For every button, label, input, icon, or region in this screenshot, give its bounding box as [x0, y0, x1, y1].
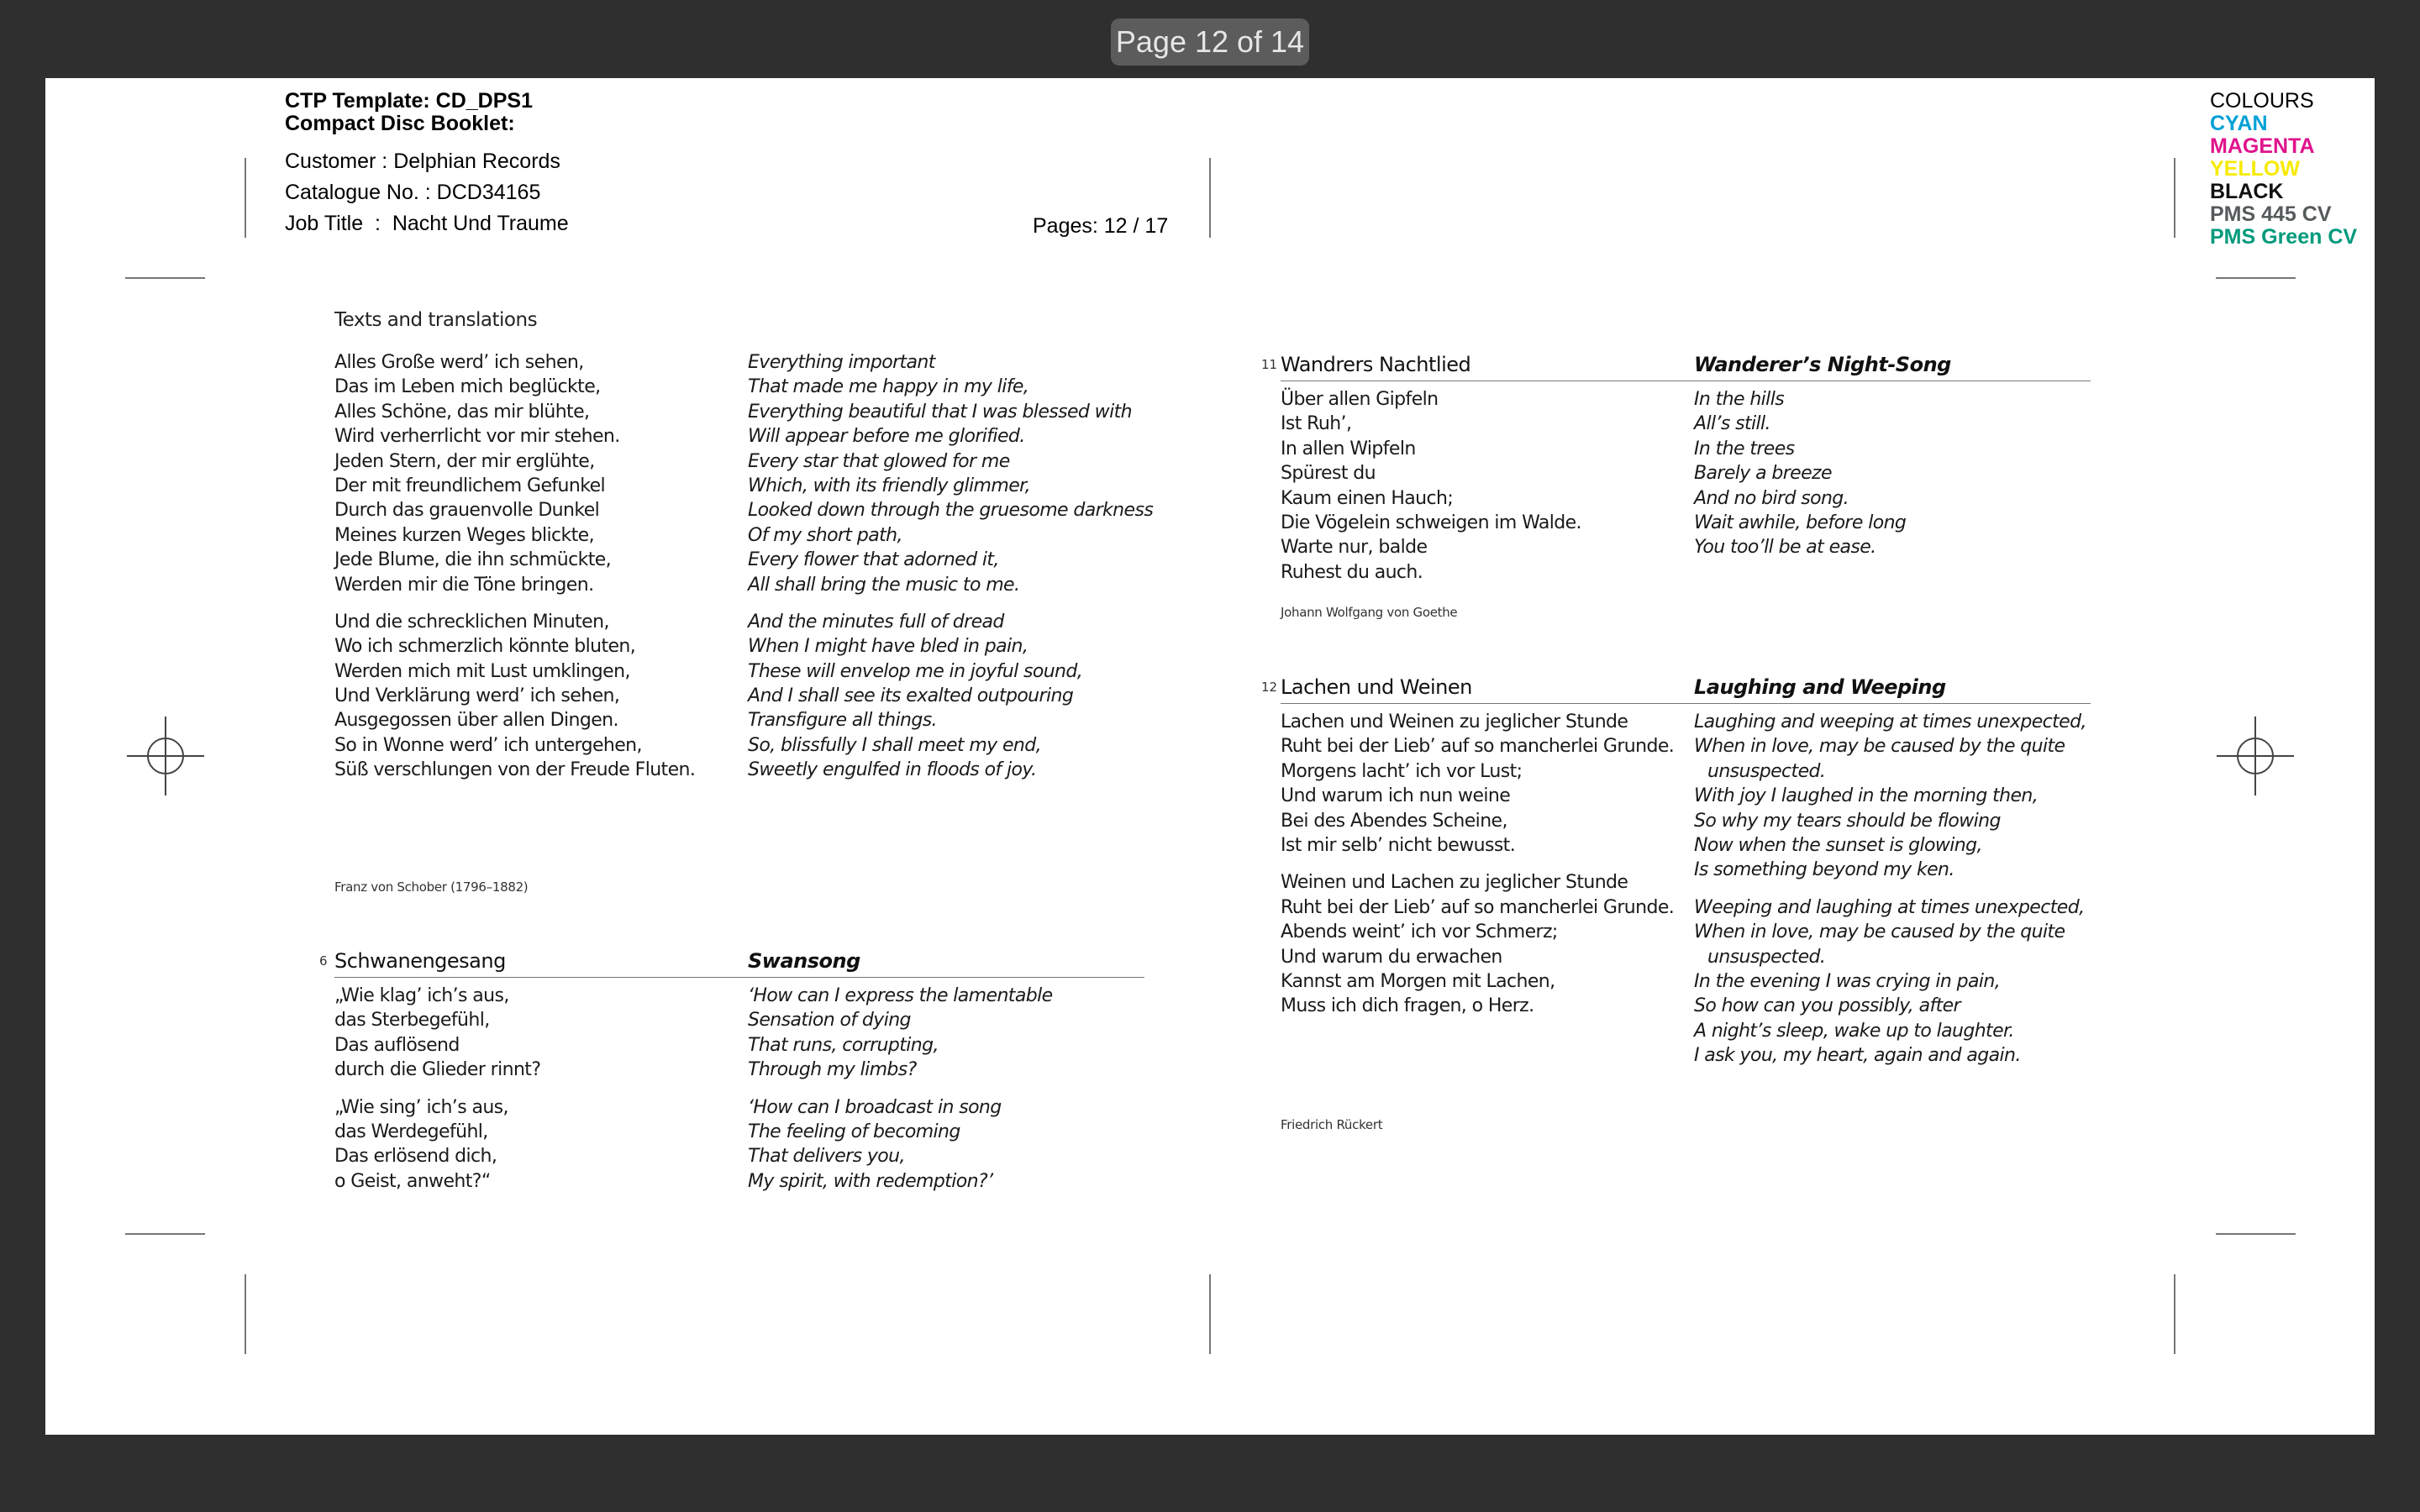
verse-line: „Wie sing’ ich’s aus, — [334, 1096, 508, 1118]
verse-line: All shall bring the music to me. — [748, 574, 1020, 596]
colour-magenta: MAGENTA — [2210, 134, 2315, 158]
verse-line: Spürest du — [1281, 463, 1376, 485]
verse-line: Looked down through the gruesome darkness — [748, 500, 1154, 522]
song12-title-german: Lachen und Weinen — [1281, 675, 1472, 699]
verse-line: Ausgegossen über allen Dingen. — [334, 710, 618, 732]
verse-line: That runs, corrupting, — [748, 1034, 939, 1056]
verse-line: Und Verklärung werd’ ich sehen, — [334, 685, 620, 707]
verse-line: Muss ich dich fragen, o Herz. — [1281, 995, 1534, 1017]
verse-line: Alles Große werd’ ich sehen, — [334, 352, 584, 373]
verse-line: Über allen Gipfeln — [1281, 389, 1439, 410]
booklet-label: Compact Disc Booklet: — [285, 112, 515, 135]
verse-line: You too’ll be at ease. — [1694, 537, 1876, 559]
song12-title-english: Laughing and Weeping — [1694, 675, 1946, 699]
song6-german — [334, 984, 540, 1194]
track-number: 12 — [1261, 680, 1278, 695]
verse-line: Ruht bei der Lieb’ auf so mancherlei Grunde. — [1281, 736, 1675, 758]
verse-line: All’s still. — [1694, 413, 1770, 435]
verse-line: Süß verschlungen von der Freude Fluten. — [334, 759, 696, 781]
fold-mark — [1209, 158, 1211, 238]
verse-line: That made me happy in my life, — [748, 376, 1029, 398]
verse-line: So in Wonne werd’ ich untergehen, — [334, 734, 642, 756]
verse-line: Every star that glowed for me — [748, 450, 1010, 472]
verse-line: Werden mich mit Lust umklingen, — [334, 660, 630, 682]
verse-line: When in love, may be caused by the quite — [1694, 736, 2065, 758]
track-number: 6 — [319, 953, 328, 969]
verse-line: Meines kurzen Weges blickte, — [334, 524, 594, 546]
verse-line: Die Vögelein schweigen im Walde. — [1281, 512, 1581, 533]
verse-line: Morgens lacht’ ich vor Lust; — [1281, 760, 1523, 782]
song11-english — [1694, 387, 1906, 560]
verse-line: So how can you possibly, after — [1694, 995, 1961, 1017]
verse-line: These will envelop me in joyful sound, — [748, 660, 1083, 682]
verse-line: Ruhest du auch. — [1281, 561, 1423, 583]
verse-line: Transfigure all things. — [748, 710, 937, 732]
verse-line: Abends weint’ ich vor Schmerz; — [1281, 921, 1558, 943]
customer-label: Customer : Delphian Records — [285, 150, 560, 173]
pages-label: Pages: 12 / 17 — [1033, 214, 1169, 238]
crop-mark — [2216, 277, 2296, 279]
catalogue-label: Catalogue No. : DCD34165 — [285, 181, 541, 204]
song5-credit: Franz von Schober (1796–1882) — [334, 879, 529, 895]
crop-mark — [2174, 1274, 2175, 1354]
verse-line: Alles Schöne, das mir blühte, — [334, 401, 590, 423]
crop-mark — [2174, 158, 2175, 238]
crop-mark — [2216, 1233, 2296, 1235]
verse-line: das Werdegefühl, — [334, 1121, 488, 1142]
colour-black: BLACK — [2210, 180, 2284, 203]
verse-line: Weinen und Lachen zu jeglicher Stunde — [1281, 872, 1628, 894]
verse-line: Wo ich schmerzlich könnte bluten, — [334, 636, 636, 658]
colour-yellow: YELLOW — [2210, 157, 2300, 181]
document-page — [45, 78, 2375, 1435]
verse-line: Of my short path, — [748, 524, 902, 546]
verse-line: Ist mir selb’ nicht bewusst. — [1281, 834, 1516, 856]
verse-line: I ask you, my heart, again and again. — [1694, 1045, 2021, 1067]
verse-line: Der mit freundlichem Gefunkel — [334, 475, 606, 496]
verse-line: In the trees — [1694, 438, 1795, 459]
colour-pms-green: PMS Green CV — [2210, 225, 2358, 249]
verse-line: And no bird song. — [1694, 487, 1849, 509]
verse-line: Jede Blume, die ihn schmückte, — [334, 549, 612, 571]
verse-line: So, blissfully I shall meet my end, — [748, 734, 1042, 756]
verse-line: Das im Leben mich beglückte, — [334, 376, 601, 398]
verse-line: Kannst am Morgen mit Lachen, — [1281, 970, 1555, 992]
verse-line: Sweetly engulfed in floods of joy. — [748, 759, 1037, 781]
verse-line: That delivers you, — [748, 1146, 905, 1168]
verse-line: Bei des Abendes Scheine, — [1281, 810, 1507, 832]
crop-mark — [245, 158, 246, 238]
song11-title-german: Wandrers Nachtlied — [1281, 353, 1471, 376]
verse-line: Wird verherrlicht vor mir stehen. — [334, 426, 620, 448]
section-intro: Texts and translations — [334, 309, 538, 331]
verse-line: In the evening I was crying in pain, — [1694, 970, 2001, 992]
verse-line: Das auflösend — [334, 1034, 460, 1056]
crop-mark — [125, 277, 205, 279]
verse-line: Warte nur, balde — [1281, 537, 1428, 559]
verse-line: And I shall see its exalted outpouring — [748, 685, 1074, 707]
song11-credit: Johann Wolfgang von Goethe — [1281, 605, 1458, 620]
song5-german — [334, 350, 695, 783]
verse-line: Everything beautiful that I was blessed with — [748, 401, 1132, 423]
verse-line: A night’s sleep, wake up to laughter. — [1694, 1020, 2014, 1042]
colours-heading: COLOURS — [2210, 89, 2314, 113]
verse-line: Barely a breeze — [1694, 463, 1832, 485]
verse-line: With joy I laughed in the morning then, — [1694, 785, 2039, 807]
song12-german — [1281, 710, 1674, 1019]
song11-german — [1281, 387, 1581, 585]
verse-line: Ruht bei der Lieb’ auf so mancherlei Grunde. — [1281, 896, 1675, 918]
verse-line: unsuspected. — [1707, 760, 1826, 782]
job-title-label: Job Title : Nacht Und Traume — [285, 212, 569, 235]
verse-line: Sensation of dying — [748, 1010, 911, 1032]
verse-line: Und warum du erwachen — [1281, 946, 1502, 968]
verse-line: durch die Glieder rinnt? — [334, 1059, 541, 1081]
verse-line: Durch das grauenvolle Dunkel — [334, 500, 600, 522]
verse-line: Everything important — [748, 352, 935, 373]
song11-title-english: Wanderer’s Night-Song — [1694, 353, 1951, 376]
title-rule — [1281, 703, 2091, 704]
verse-line: Und warum ich nun weine — [1281, 785, 1511, 807]
verse-line: In the hills — [1694, 389, 1785, 410]
verse-line: Und die schrecklichen Minuten, — [334, 611, 609, 633]
verse-line: In allen Wipfeln — [1281, 438, 1416, 459]
verse-line: The feeling of becoming — [748, 1121, 960, 1142]
verse-line: Wait awhile, before long — [1694, 512, 1907, 533]
verse-line: And the minutes full of dread — [748, 611, 1004, 633]
verse-line: When in love, may be caused by the quite — [1694, 921, 2065, 943]
verse-line: Every flower that adorned it, — [748, 549, 999, 571]
song5-english — [748, 350, 1153, 783]
verse-line: When I might have bled in pain, — [748, 636, 1028, 658]
verse-line: Weeping and laughing at times unexpected, — [1694, 896, 2085, 918]
title-rule — [334, 977, 1144, 978]
song12-english — [1694, 710, 2086, 1068]
verse-line: Laughing and weeping at times unexpected, — [1694, 711, 2086, 732]
verse-line: Is something beyond my ken. — [1694, 859, 1954, 881]
track-number: 11 — [1261, 357, 1278, 372]
verse-line: o Geist, anweht?“ — [334, 1170, 491, 1192]
verse-line: „Wie klag’ ich’s aus, — [334, 985, 509, 1006]
verse-line: Through my limbs? — [748, 1059, 917, 1081]
fold-mark — [1209, 1274, 1211, 1354]
verse-line: Ist Ruh’, — [1281, 413, 1352, 435]
verse-line: My spirit, with redemption?’ — [748, 1170, 993, 1192]
template-label: CTP Template: CD_DPS1 — [285, 89, 533, 113]
verse-line: Will appear before me glorified. — [748, 426, 1025, 448]
verse-line: Kaum einen Hauch; — [1281, 487, 1454, 509]
verse-line: Das erlösend dich, — [334, 1146, 497, 1168]
verse-line: Werden mir die Töne bringen. — [334, 574, 594, 596]
crop-mark — [245, 1274, 246, 1354]
song12-credit: Friedrich Rückert — [1281, 1117, 1383, 1132]
crop-mark — [125, 1233, 205, 1235]
song6-title-german: Schwanengesang — [334, 949, 506, 973]
verse-line: ‘How can I express the lamentable — [748, 985, 1053, 1006]
verse-line: Which, with its friendly glimmer, — [748, 475, 1030, 496]
verse-line: Lachen und Weinen zu jeglicher Stunde — [1281, 711, 1628, 732]
verse-line: So why my tears should be flowing — [1694, 810, 2001, 832]
verse-line: das Sterbegefühl, — [334, 1010, 490, 1032]
colour-cyan: CYAN — [2210, 112, 2268, 135]
colour-list — [2210, 90, 2357, 249]
song6-title-english: Swansong — [748, 949, 860, 973]
verse-line: Now when the sunset is glowing, — [1694, 834, 1982, 856]
verse-line: Jeden Stern, der mir erglühte, — [334, 450, 595, 472]
song6-english — [748, 984, 1053, 1194]
page-indicator: Page 12 of 14 — [1111, 18, 1309, 66]
colour-pms-445: PMS 445 CV — [2210, 202, 2332, 226]
verse-line: ‘How can I broadcast in song — [748, 1096, 1002, 1118]
verse-line: unsuspected. — [1707, 946, 1826, 968]
